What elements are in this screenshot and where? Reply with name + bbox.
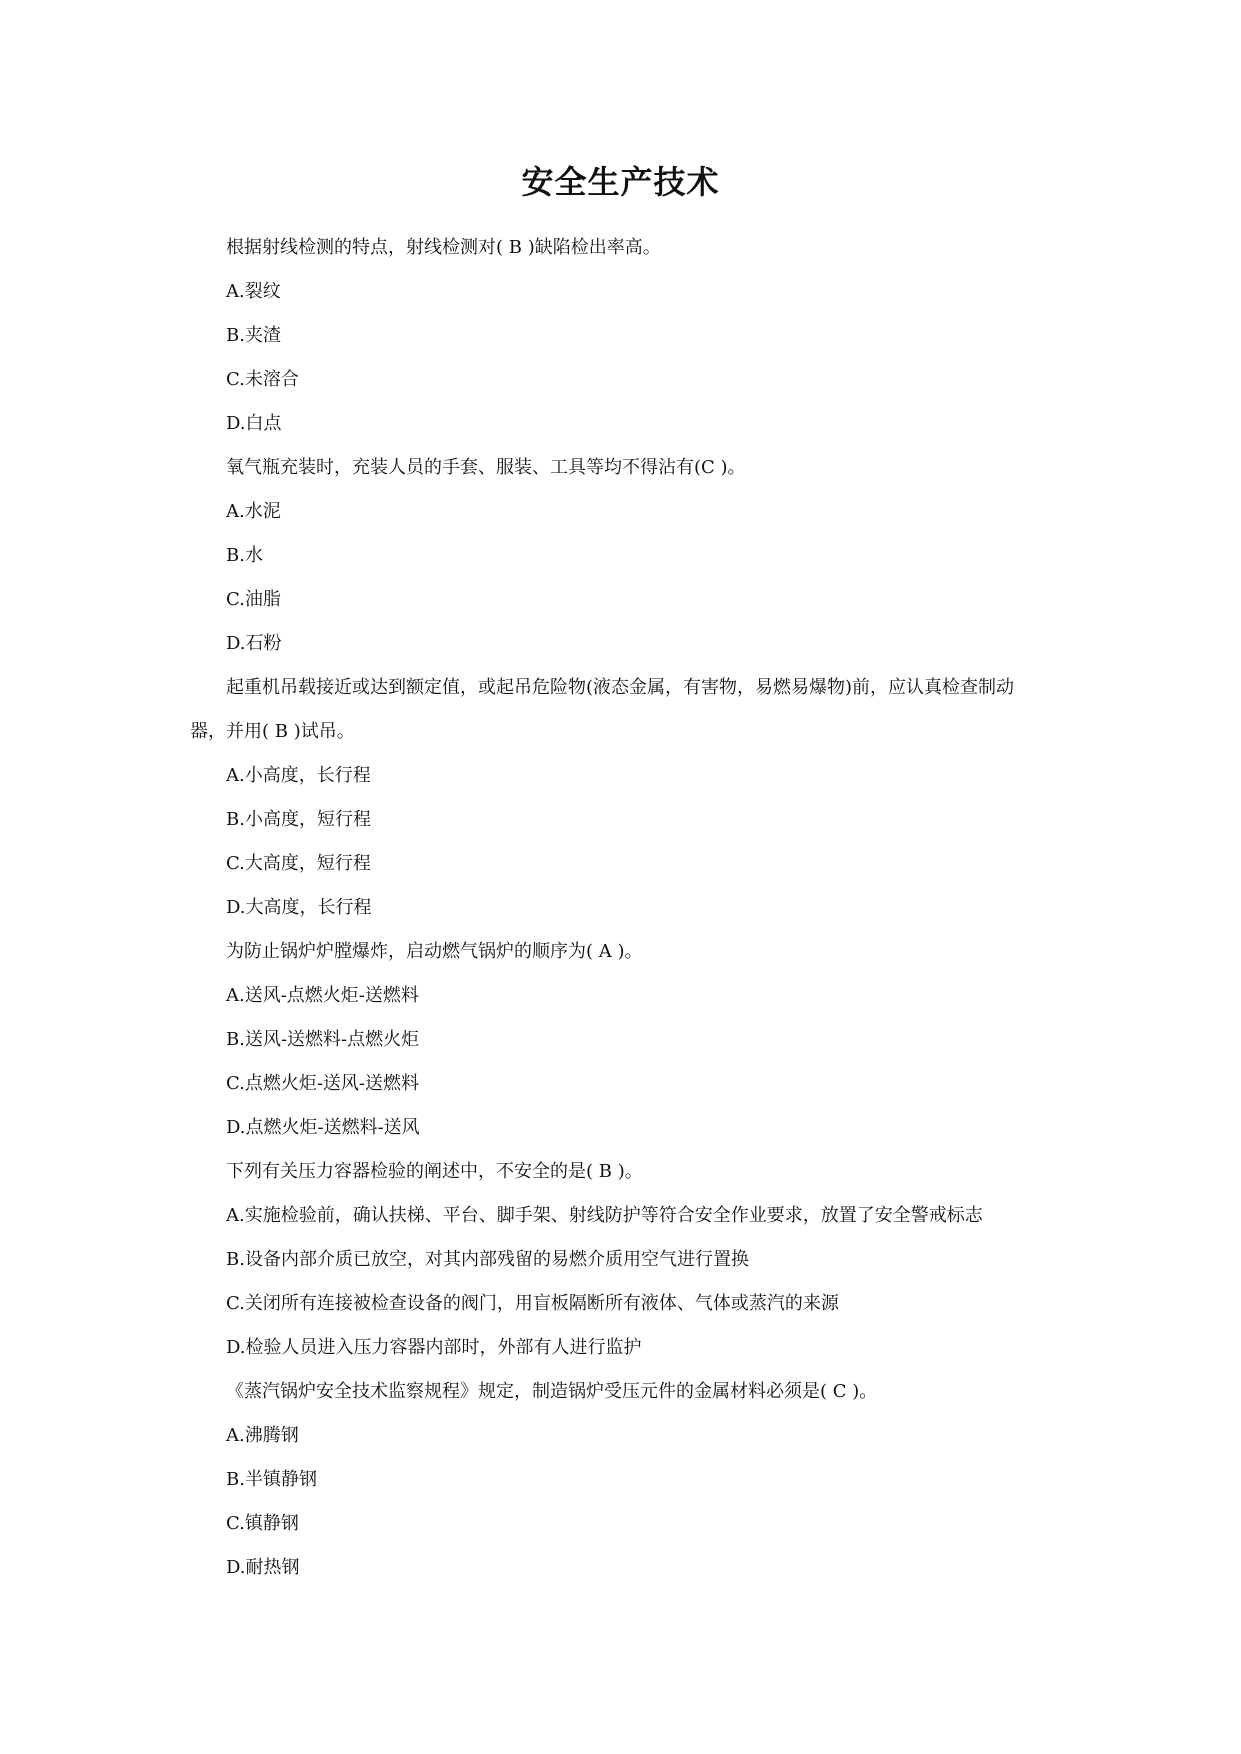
document-title: 安全生产技术 <box>521 163 720 201</box>
question-item <box>190 446 1050 666</box>
question-stem: 《蒸汽锅炉安全技术监察规程》规定，制造锅炉受压元件的金属材料必须是( C )。 <box>226 1381 878 1402</box>
option-d: D.石粉 <box>226 633 282 654</box>
option-c: C.点燃火炬-送风-送燃料 <box>226 1073 420 1094</box>
option-b: B.夹渣 <box>226 325 281 346</box>
question-item <box>190 226 1050 446</box>
question-item <box>190 1370 1050 1590</box>
option-b: B.小高度，短行程 <box>226 809 371 830</box>
question-stem: 为防止锅炉炉膛爆炸，启动燃气锅炉的顺序为( A )。 <box>226 941 643 962</box>
question-item <box>190 930 1050 1150</box>
option-c: C.大高度，短行程 <box>226 853 371 874</box>
option-c: C.未溶合 <box>226 369 299 390</box>
option-a: A.送风-点燃火炬-送燃料 <box>226 985 419 1006</box>
option-a: A.裂纹 <box>226 281 281 302</box>
option-d: D.耐热钢 <box>226 1557 300 1578</box>
option-b: B.送风-送燃料-点燃火炬 <box>226 1029 420 1050</box>
question-stem: 起重机吊载接近或达到额定值，或起吊危险物(液态金属，有害物，易燃易爆物)前，应认真检查制动器，并用( B )试吊。 <box>190 677 1015 742</box>
question-stem: 下列有关压力容器检验的阐述中，不安全的是( B )。 <box>226 1161 643 1182</box>
option-a: A.沸腾钢 <box>226 1425 299 1446</box>
option-d: D.点燃火炬-送燃料-送风 <box>226 1117 420 1138</box>
question-stem: 根据射线检测的特点，射线检测对( B )缺陷检出率高。 <box>226 237 661 258</box>
question-list <box>190 226 1050 1590</box>
option-b: B.设备内部介质已放空，对其内部残留的易燃介质用空气进行置换 <box>226 1249 749 1270</box>
question-item <box>190 666 1050 930</box>
option-c: C.关闭所有连接被检查设备的阀门，用盲板隔断所有液体、气体或蒸汽的来源 <box>226 1293 839 1314</box>
option-d: D.白点 <box>226 413 282 434</box>
question-item <box>190 1150 1050 1370</box>
option-d: D.检验人员进入压力容器内部时，外部有人进行监护 <box>226 1337 642 1358</box>
option-a: A.小高度，长行程 <box>226 765 371 786</box>
option-b: B.水 <box>226 545 263 566</box>
option-c: C.镇静钢 <box>226 1513 299 1534</box>
option-d: D.大高度，长行程 <box>226 897 372 918</box>
question-stem: 氧气瓶充装时，充装人员的手套、服装、工具等均不得沾有(C )。 <box>226 457 746 478</box>
option-a: A.实施检验前，确认扶梯、平台、脚手架、射线防护等符合安全作业要求，放置了安全警戒标志 <box>226 1205 983 1226</box>
option-c: C.油脂 <box>226 589 281 610</box>
option-b: B.半镇静钢 <box>226 1469 317 1490</box>
option-a: A.水泥 <box>226 501 281 522</box>
